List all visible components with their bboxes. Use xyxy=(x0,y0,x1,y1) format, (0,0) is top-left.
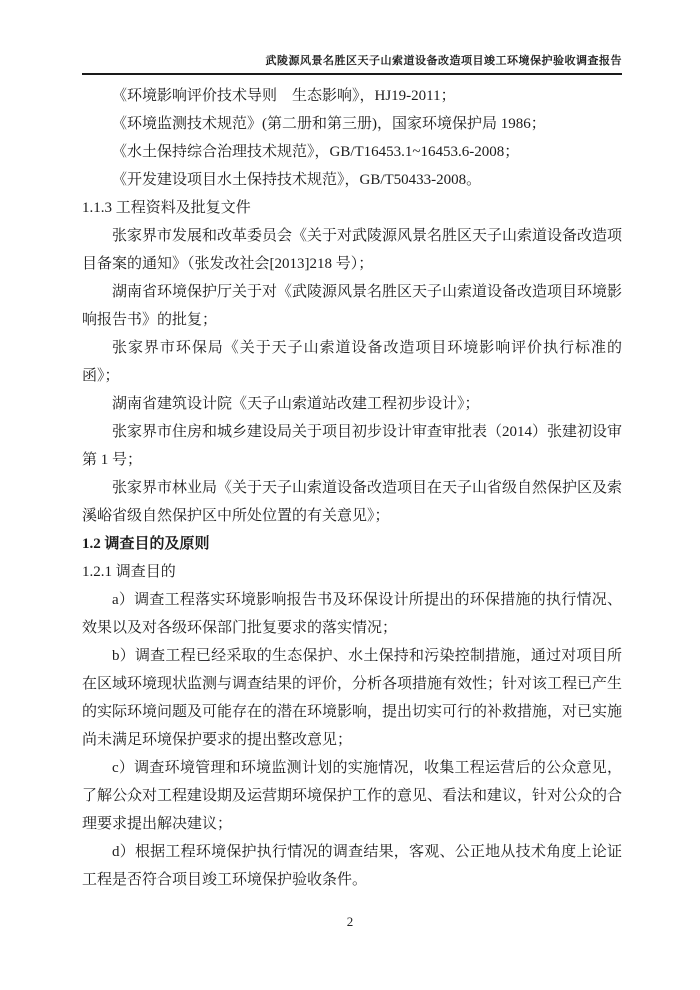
paragraph: d）根据工程环境保护执行情况的调查结果，客观、公正地从技术角度上论证工程是否符合项目竣工环境保护验收条件。 xyxy=(82,844,622,888)
section-heading: 1.2 调查目的及原则 xyxy=(82,536,210,552)
paragraph: 张家界市环保局《关于天子山索道设备改造项目环境影响评价执行标准的函》； xyxy=(82,340,622,384)
paragraph: c）调查环境管理和环境监测计划的实施情况，收集工程运营后的公众意见，了解公众对工程建设期及运营期环境保护工作的意见、看法和建议，针对公众的合理要求提出解决建议； xyxy=(82,760,623,832)
paragraph: 《水土保持综合治理技术规范》，GB/T16453.1~16453.6-2008； xyxy=(112,144,520,160)
paragraph: a）调查工程落实环境影响报告书及环保设计所提出的环保措施的执行情况、效果以及对各级环保部门批复要求的落实情况； xyxy=(82,592,622,636)
paragraph: 湖南省建筑设计院《天子山索道站改建工程初步设计》； xyxy=(112,396,480,412)
paragraph: 《开发建设项目水土保持技术规范》，GB/T50433-2008。 xyxy=(112,172,482,188)
section-heading: 1.2.1 调查目的 xyxy=(82,564,176,580)
page-header-title: 武陵源风景名胜区天子山索道设备改造项目竣工环境保护验收调查报告 xyxy=(82,52,622,75)
paragraph: b）调查工程已经采取的生态保护、水土保持和污染控制措施，通过对项目所在区域环境现状监测与调查结果的评价，分析各项措施有效性；针对该工程已产生的实际环境问题及可能存在的潜在环境影响，提出切实可行的补救措施，对已实施尚未满足环境保护要求的提出整改意见； xyxy=(82,648,623,748)
paragraph: 张家界市林业局《关于天子山索道设备改造项目在天子山省级自然保护区及索溪峪省级自然保护区中所处位置的有关意见》； xyxy=(82,480,623,524)
paragraph: 《环境监测技术规范》(第二册和第三册)，国家环境保护局 1986； xyxy=(112,116,546,132)
paragraph: 湖南省环境保护厅关于对《武陵源风景名胜区天子山索道设备改造项目环境影响报告书》的批复； xyxy=(82,284,623,328)
paragraph: 张家界市住房和城乡建设局关于项目初步设计审查审批表（2014）张建初设审第 1 号； xyxy=(82,424,623,468)
document-body xyxy=(82,82,622,894)
section-heading: 1.1.3 工程资料及批复文件 xyxy=(82,200,251,216)
page-number: 2 xyxy=(346,914,354,929)
paragraph: 《环境影响评价技术导则 生态影响》，HJ19-2011； xyxy=(112,88,456,104)
paragraph: 张家界市发展和改革委员会《关于对武陵源风景名胜区天子山索道设备改造项目备案的通知》（张发改社会[2013]218 号）； xyxy=(82,228,623,272)
